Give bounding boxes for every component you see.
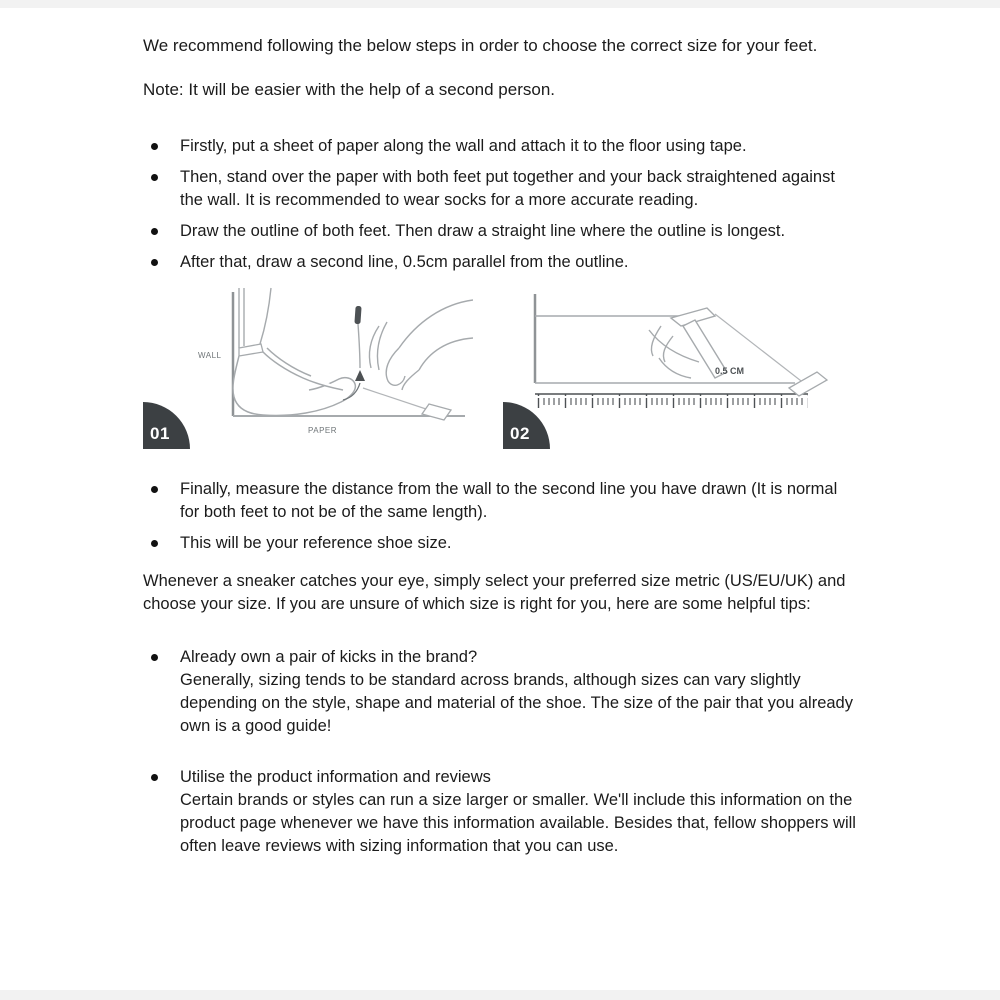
figure-01-foot-tracing-illustration [143,286,473,451]
result-item-2: This will be your reference shoe size. [143,532,848,555]
leg-outline [239,288,271,348]
half-cm-label: 0.5 CM [715,366,745,376]
measurement-steps-list [143,135,900,274]
tip-item-2 [143,766,858,858]
step-item-1: Firstly, put a sheet of paper along the wall and attach it to the floor using tape. [143,135,848,158]
tips-list [143,646,900,858]
step-item-4: After that, draw a second line, 0.5cm parallel from the outline. [143,251,848,274]
toe-mark-arrow-icon [355,370,365,381]
hand-holding-pencil-sketch [369,300,473,390]
figure-02-number: 02 [510,424,530,443]
figure-02-measuring-illustration [483,286,875,451]
paper-label: PAPER [308,426,338,435]
pencil-icon [354,306,361,324]
tip-item-1 [143,646,858,738]
tape-piece [422,404,451,420]
figure-01-number: 01 [150,424,170,443]
results-steps-list [143,478,900,555]
sock-cuff [239,344,263,356]
intro-paragraph: We recommend following the below steps in order to choose the correct size for your feet. [143,36,818,55]
foot-tracing-drawing [143,286,473,446]
foot-outline [233,348,355,415]
pencil-body-line [358,324,360,368]
tip-1-body: Generally, sizing tends to be standard across brands, although sizes can vary slightly depending on the style, shape and material of the shoe. The size of the pair that you already own is a good guide! [180,671,853,735]
step-item-3: Draw the outline of both feet. Then draw a straight line where the outline is longest. [143,220,848,243]
sizing-paragraph: Whenever a sneaker catches your eye, simply select your preferred size metric (US/EU/UK) and choose your size. If you are unsure of which size is right for you, here are some helpful tips: [143,572,846,613]
tape-guide-line [363,388,435,412]
tip-1-heading: Already own a pair of kicks in the brand? [180,648,478,666]
note-paragraph: Note: It will be easier with the help of a second person. [143,80,556,99]
step-item-2: Then, stand over the paper with both feet put together and your back straightened against the wall. It is recommended to wear socks for a more accurate reading. [143,166,848,212]
figures-row [143,286,900,451]
top-edge-band [0,0,1000,8]
bottom-edge-band [0,990,1000,1000]
tip-2-heading: Utilise the product information and reviews [180,768,491,786]
ruler-ticks [535,394,808,408]
result-item-1: Finally, measure the distance from the wall to the second line you have drawn (It is normal for both feet to not be of the same length). [143,478,848,524]
wall-label: WALL [198,351,222,360]
tip-2-body: Certain brands or styles can run a size larger or smaller. We'll include this information on the product page whenever we have this information available. Besides that, fellow shoppers will often leave reviews with sizing information that you can use. [180,791,856,855]
